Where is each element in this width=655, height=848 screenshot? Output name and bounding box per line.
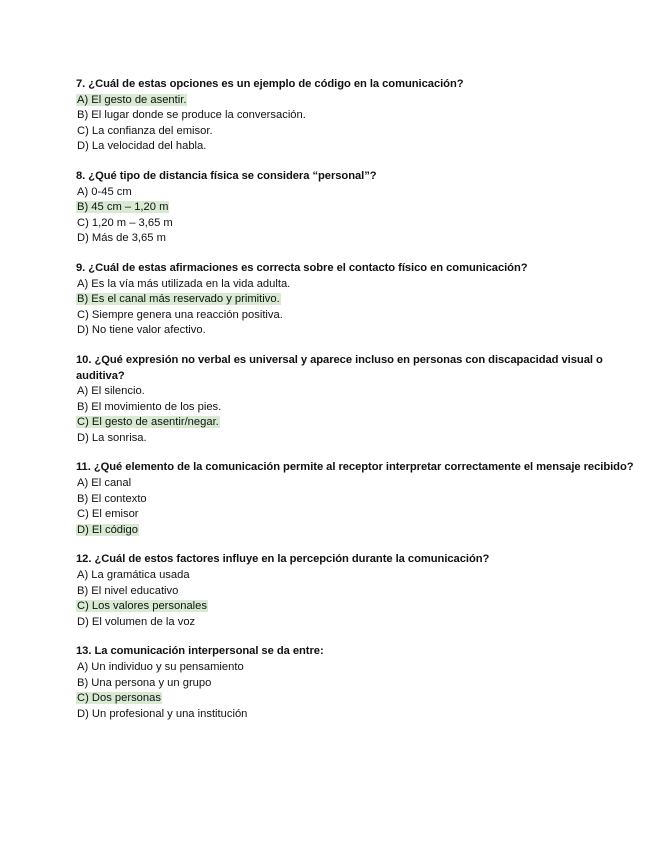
answer-list xyxy=(76,93,636,155)
answer-text: A) La gramática usada xyxy=(77,569,190,582)
answer-option xyxy=(76,308,636,324)
answer-text: D) La velocidad del habla. xyxy=(77,140,207,153)
answer-option-highlighted xyxy=(76,599,636,615)
answer-option xyxy=(76,384,636,400)
question-7 xyxy=(76,77,636,155)
answer-option xyxy=(76,676,636,692)
question-title: 8. ¿Qué tipo de distancia física se considera “personal”? xyxy=(76,169,377,182)
answer-text: B) 45 cm – 1,20 m xyxy=(77,201,169,214)
answer-option-highlighted xyxy=(76,93,636,109)
answer-option xyxy=(76,476,636,492)
answer-option xyxy=(76,431,636,447)
question-title: 10. ¿Qué expresión no verbal es universal y aparece incluso en personas con discapacidad visual o auditiva? xyxy=(76,353,603,382)
question-10 xyxy=(76,353,636,447)
question-8 xyxy=(76,169,636,247)
answer-text: D) Más de 3,65 m xyxy=(77,232,166,245)
answer-text: C) Siempre genera una reacción positiva. xyxy=(77,308,283,321)
answer-option-highlighted xyxy=(76,415,636,431)
answer-text: D) El volumen de la voz xyxy=(77,615,196,628)
question-title: 11. ¿Qué elemento de la comunicación permite al receptor interpretar correctamente el mensaje recibido? xyxy=(76,461,634,474)
answer-text: C) La confianza del emisor. xyxy=(77,124,213,137)
answer-option xyxy=(76,124,636,140)
answer-text: D) La sonrisa. xyxy=(77,431,147,444)
answer-list xyxy=(76,277,636,339)
answer-text: D) El código xyxy=(77,523,138,536)
answer-text: A) Un individuo y su pensamiento xyxy=(77,661,244,673)
answer-text: B) Una persona y un grupo xyxy=(77,676,212,689)
answer-text: C) Dos personas xyxy=(77,692,161,705)
answer-text: A) Es la vía más utilizada en la vida adulta. xyxy=(77,277,291,290)
answer-option xyxy=(76,660,636,676)
answer-list xyxy=(76,568,636,630)
answer-list xyxy=(76,660,636,722)
answer-option xyxy=(76,185,636,201)
answer-option-highlighted xyxy=(76,523,636,539)
question-13 xyxy=(76,644,636,722)
answer-text: D) Un profesional y una institución xyxy=(77,707,248,720)
answer-option xyxy=(76,400,636,416)
answer-text: C) El gesto de asentir/negar. xyxy=(77,416,219,429)
question-title: 7. ¿Cuál de estas opciones es un ejemplo de código en la comunicación? xyxy=(76,78,464,90)
answer-text: B) El contexto xyxy=(77,492,147,505)
answer-option xyxy=(76,231,636,247)
answer-option xyxy=(76,584,636,600)
answer-text: B) El movimiento de los pies. xyxy=(77,400,222,413)
question-12 xyxy=(76,552,636,630)
answer-option xyxy=(76,707,636,723)
answer-text: A) 0-45 cm xyxy=(77,185,132,198)
answer-option xyxy=(76,323,636,339)
answer-option-highlighted xyxy=(76,292,636,308)
answer-text: B) El lugar donde se produce la conversación. xyxy=(77,109,306,122)
answer-option xyxy=(76,492,636,508)
answer-text: C) 1,20 m – 3,65 m xyxy=(77,216,173,229)
question-title: 13. La comunicación interpersonal se da entre: xyxy=(76,645,324,658)
answer-text: D) No tiene valor afectivo. xyxy=(77,324,206,337)
answer-option xyxy=(76,139,636,155)
answer-option xyxy=(76,568,636,584)
answer-option xyxy=(76,108,636,124)
answer-list xyxy=(76,384,636,446)
answer-list xyxy=(76,185,636,247)
answer-option xyxy=(76,277,636,293)
answer-text: B) El nivel educativo xyxy=(77,584,179,597)
question-11 xyxy=(76,460,636,538)
question-9 xyxy=(76,261,636,339)
quiz-document xyxy=(76,77,636,736)
question-title: 12. ¿Cuál de estos factores influye en la percepción durante la comunicación? xyxy=(76,553,490,566)
answer-text: A) El canal xyxy=(77,477,132,490)
answer-option-highlighted xyxy=(76,691,636,707)
answer-text: C) El emisor xyxy=(77,508,139,521)
answer-option xyxy=(76,216,636,232)
answer-text: A) El gesto de asentir. xyxy=(77,93,187,106)
answer-option-highlighted xyxy=(76,200,636,216)
answer-option xyxy=(76,615,636,631)
answer-text: A) El silencio. xyxy=(77,385,145,398)
question-title: 9. ¿Cuál de estas afirmaciones es correcta sobre el contacto físico en comunicación? xyxy=(76,261,528,274)
answer-text: C) Los valores personales xyxy=(77,600,207,613)
answer-text: B) Es el canal más reservado y primitivo. xyxy=(77,293,280,306)
answer-option xyxy=(76,507,636,523)
answer-list xyxy=(76,476,636,538)
